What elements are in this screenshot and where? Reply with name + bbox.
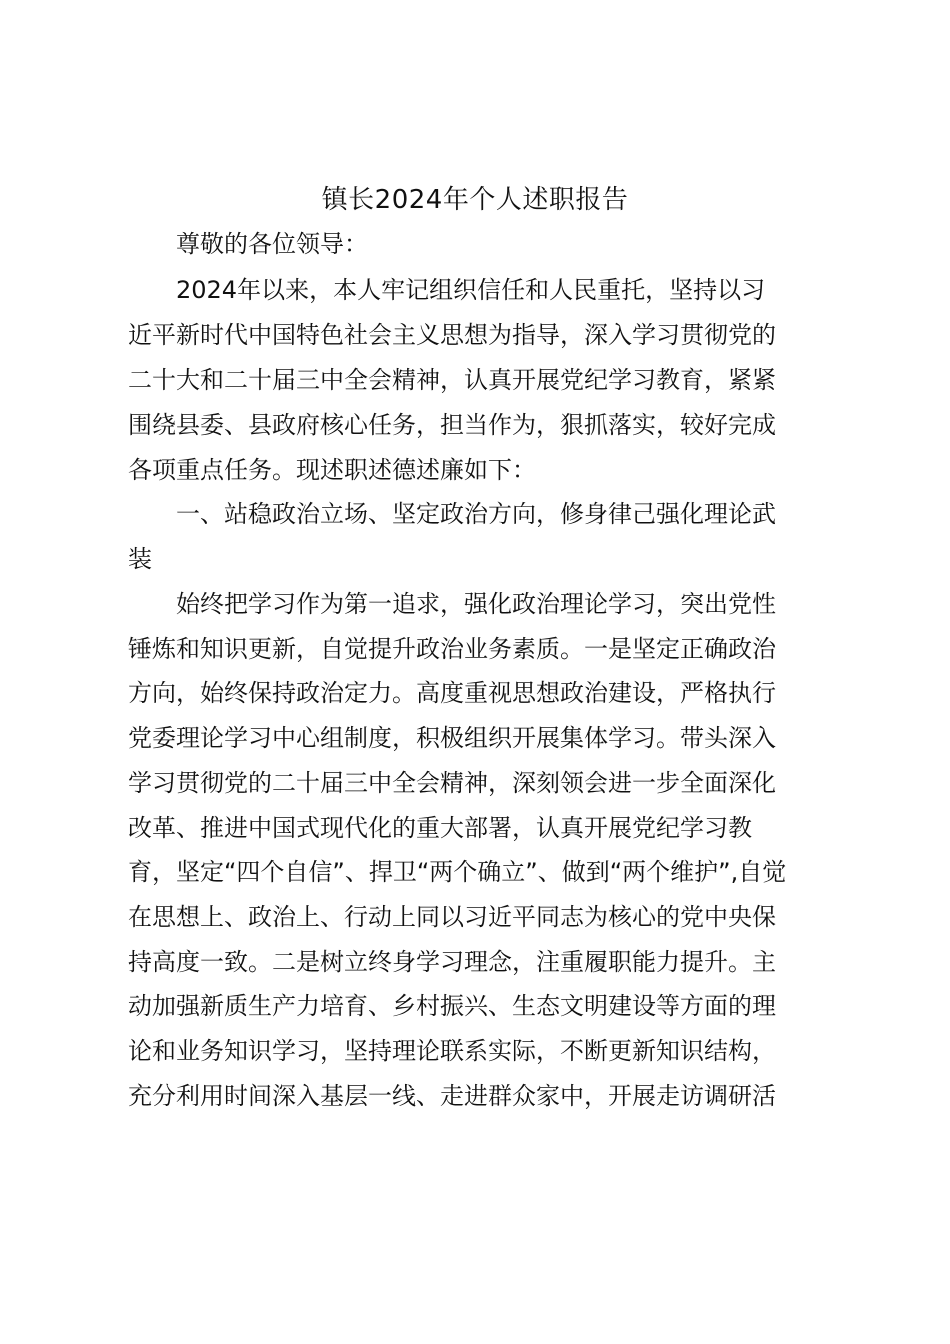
paragraph-line: 学习贯彻党的二十届三中全会精神，深刻领会进一步全面深化 xyxy=(128,769,776,797)
paragraph-line: 各项重点任务。现述职述德述廉如下： xyxy=(128,456,536,484)
section-heading-line: 装 xyxy=(128,545,152,573)
paragraph-line: 党委理论学习中心组制度，积极组织开展集体学习。带头深入 xyxy=(128,724,776,752)
paragraph-line: 围绕县委、县政府核心任务，担当作为，狠抓落实，较好完成 xyxy=(128,411,776,439)
paragraph-line: 改革、推进中国式现代化的重大部署，认真开展党纪学习教 xyxy=(128,814,752,842)
section-heading-line: 一、站稳政治立场、坚定政治方向，修身律己强化理论武 xyxy=(176,500,776,528)
document-title: 镇长2024年个人述职报告 xyxy=(321,185,629,215)
paragraph-line: 二十大和二十届三中全会精神，认真开展党纪学习教育，紧紧 xyxy=(128,366,776,394)
paragraph-line: 2024年以来，本人牢记组织信任和人民重托，坚持以习 xyxy=(176,276,766,304)
paragraph-line: 始终把学习作为第一追求，强化政治理论学习，突出党性 xyxy=(176,590,776,618)
salutation-line: 尊敬的各位领导： xyxy=(176,230,368,258)
paragraph-line: 动加强新质生产力培育、乡村振兴、生态文明建设等方面的理 xyxy=(128,992,776,1020)
paragraph-line: 在思想上、政治上、行动上同以习近平同志为核心的党中央保 xyxy=(128,903,776,931)
paragraph-line: 近平新时代中国特色社会主义思想为指导，深入学习贯彻党的 xyxy=(128,321,776,349)
paragraph-line: 锤炼和知识更新，自觉提升政治业务素质。一是坚定正确政治 xyxy=(128,635,776,663)
paragraph-line: 论和业务知识学习，坚持理论联系实际，不断更新知识结构， xyxy=(128,1037,776,1065)
paragraph-line: 育，坚定“四个自信”、捍卫“两个确立”、做到“两个维护”,自觉 xyxy=(128,858,787,886)
paragraph-line: 持高度一致。二是树立终身学习理念，注重履职能力提升。主 xyxy=(128,948,776,976)
paragraph-line: 方向，始终保持政治定力。高度重视思想政治建设，严格执行 xyxy=(128,679,776,707)
paragraph-line: 充分利用时间深入基层一线、走进群众家中，开展走访调研活 xyxy=(128,1082,776,1110)
